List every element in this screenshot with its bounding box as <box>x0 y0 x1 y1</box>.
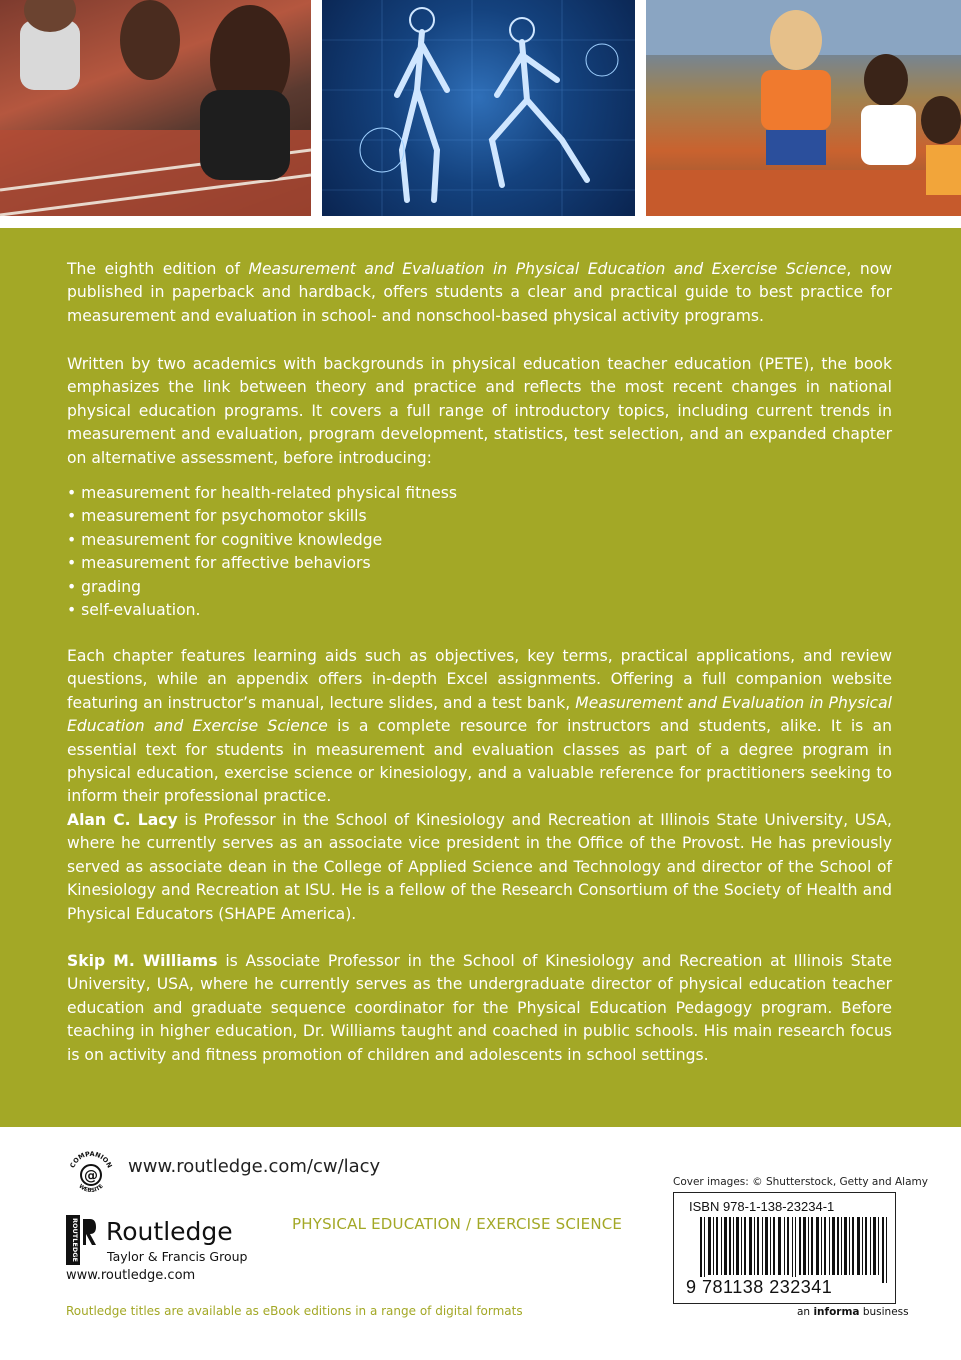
sprinters-photo <box>0 0 311 216</box>
routledge-r-mark-icon <box>66 1215 96 1265</box>
overview-paragraph: Written by two academics with backgrounds in physical education teacher education (PETE), the book emphasizes the link between theory and practice and reflects the most recent changes in national physical education programs. It covers a full range of introductory topics, including current trends in measurement and evaluation, program development, statistics, test selection, and an expanded chapter on alternative assessment, before introducing: <box>67 355 892 467</box>
list-item: • measurement for psychomotor skills <box>67 505 892 528</box>
author-name: Skip M. Williams <box>67 952 218 970</box>
svg-text:@: @ <box>84 1168 98 1184</box>
publisher-name: Routledge <box>106 1217 233 1246</box>
subject-category: PHYSICAL EDUCATION / EXERCISE SCIENCE <box>292 1215 623 1233</box>
female-sprinters-photo <box>646 0 961 216</box>
cover-image-credit: Cover images: © Shutterstock, Getty and Alamy <box>673 1176 928 1188</box>
isbn-barcode <box>673 1192 896 1304</box>
svg-text:ROUTLEDGE: ROUTLEDGE <box>71 1218 79 1262</box>
author-bio-lacy: Alan C. Lacy is Professor in the School of Kinesiology and Recreation at Illinois State University, USA, where he currently serves as an associate vice president in the Office of the Provost. He has previously served as associate dean in the College of Applied Science and Technology and director of the School of Kinesiology and Recreation at ISU. He is a fellow of the Research Consortium of the Society of Health and Physical Educators (SHAPE America). <box>67 811 892 923</box>
companion-url[interactable]: www.routledge.com/cw/lacy <box>128 1156 381 1177</box>
author-name: Alan C. Lacy <box>67 811 178 829</box>
companion-website-icon <box>66 1149 116 1199</box>
list-item: • self-evaluation. <box>67 599 892 622</box>
barcode-digits: 9 781138 232341 <box>686 1277 833 1297</box>
intro-paragraph: The eighth edition of Measurement and Evaluation in Physical Education and Exercise Science, now published in paperback and hardback, offers students a clear and practical guide to best practice for measurement and evaluation in school- and nonschool-based physical activity programs. <box>67 260 893 325</box>
list-item: • measurement for cognitive knowledge <box>67 529 892 552</box>
ebook-note: Routledge titles are available as eBook editions in a range of digital formats <box>66 1304 523 1318</box>
publisher-group: Taylor & Francis Group <box>107 1249 248 1264</box>
informa-business-tag: an informa business <box>797 1306 909 1318</box>
author-bio-williams: Skip M. Williams is Associate Professor in the School of Kinesiology and Recreation at Illinois State University, USA, where he currently serves as the undergraduate director of physical education teacher education and graduate sequence coordinator for the Physical Education Pedagogy program. Before teaching in higher education, Dr. Williams taught and coached in public schools. His main research focus is on activity and fitness promotion of children and adolescents in school settings. <box>67 952 892 1064</box>
list-item: • grading <box>67 576 892 599</box>
back-cover-description <box>0 228 961 1127</box>
svg-text:COMPANION: COMPANION <box>68 1149 114 1170</box>
isbn-number: ISBN 978-1-138-23234-1 <box>689 1199 835 1214</box>
cover-photo-strip <box>0 0 961 216</box>
features-paragraph: Each chapter features learning aids such as objectives, key terms, practical applications, and review questions, while an appendix offers in-depth Excel assignments. Offering a full companion website featuring an instructor’s manual, lecture slides, and a test bank, Measurement and Evaluation in Physical Education and Exercise Science is a complete resource for instructors and students, alike. It is an essential text for students in measurement and evaluation classes as part of a degree program in physical education, exercise science or kinesiology, and a valuable reference for practitioners seeking to inform their professional practice. <box>67 647 892 806</box>
back-cover-footer <box>0 1127 961 1360</box>
topics-list <box>67 482 892 622</box>
publisher-url[interactable]: www.routledge.com <box>66 1268 196 1283</box>
list-item: • measurement for affective behaviors <box>67 552 892 575</box>
routledge-logo <box>66 1215 296 1267</box>
svg-text:WEBSITE: WEBSITE <box>77 1183 105 1195</box>
list-item: • measurement for health-related physical fitness <box>67 482 892 505</box>
blueprint-runners-illustration <box>322 0 635 216</box>
